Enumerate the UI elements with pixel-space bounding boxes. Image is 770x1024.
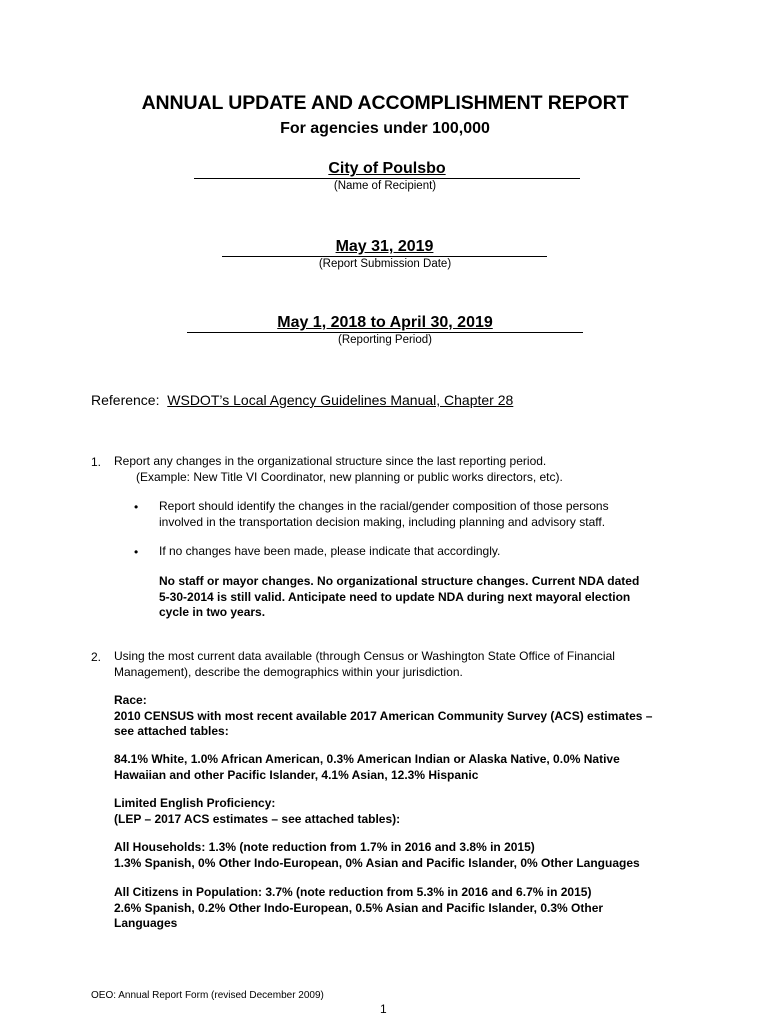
recipient-caption: (Name of Recipient) (333, 180, 437, 192)
item-1-line-2: (Example: New Title VI Coordinator, new planning or public works directors, etc). (136, 469, 563, 484)
form-revision-note: OEO: Annual Report Form (revised December 2009) (91, 990, 324, 1001)
households-line-1: All Households: 1.3% (note reduction from 1.7% in 2016 and 3.8% in 2015) (114, 840, 535, 854)
submission-date-value: May 31, 2019 (335, 238, 434, 255)
reporting-period-value: May 1, 2018 to April 30, 2019 (277, 314, 493, 331)
report-subtitle: For agencies under 100,000 (280, 120, 490, 137)
reporting-period-caption: (Reporting Period) (338, 334, 432, 346)
race-line-2: see attached tables: (114, 724, 229, 738)
bullet-1-line-1: Report should identify the changes in the racial/gender composition of those persons (159, 499, 609, 513)
item-2-text (114, 649, 615, 680)
item-1-answer (159, 574, 639, 621)
submission-date-field (222, 238, 547, 257)
race-data-line-1: 84.1% White, 1.0% African American, 0.3% American Indian or Alaska Native, 0.0% Native (114, 752, 620, 766)
recipient-field (194, 160, 580, 179)
citizens-line-2: 2.6% Spanish, 0.2% Other Indo-European, 0.5% Asian and Pacific Islander, 0.3% Other (114, 900, 604, 915)
submission-date-caption: (Report Submission Date) (318, 258, 452, 270)
bullet-1-line-2: involved in the transportation decision making, including planning and advisory staff. (159, 514, 606, 529)
item-1-line-1: Report any changes in the organizational structure since the last reporting period. (114, 454, 547, 468)
race-heading: Race: (114, 693, 147, 707)
reference-line (91, 392, 513, 408)
race-data-line-2: Hawaiian and other Pacific Islander, 4.1% Asian, 12.3% Hispanic (114, 767, 479, 782)
lep-heading: Limited English Proficiency: (114, 796, 276, 810)
reporting-period-field (187, 314, 583, 333)
report-title: ANNUAL UPDATE AND ACCOMPLISHMENT REPORT (141, 92, 629, 114)
recipient-value: City of Poulsbo (328, 160, 446, 177)
item-1-answer-line-3: cycle in two years. (159, 605, 266, 619)
households-section (114, 840, 640, 871)
bullet-1-text (159, 499, 609, 530)
race-data (114, 752, 620, 783)
item-1-answer-line-2: 5-30-2014 is still valid. Anticipate need to update NDA during next mayoral election (159, 589, 631, 604)
citizens-line-1: All Citizens in Population: 3.7% (note reduction from 5.3% in 2016 and 6.7% in 2015) (114, 885, 592, 899)
item-2-number: 2. (91, 650, 102, 664)
item-1-text (114, 454, 563, 485)
item-2-line-1: Using the most current data available (through Census or Washington State Office of Financial (114, 649, 615, 663)
citizens-section (114, 885, 603, 932)
reference-label: Reference: (91, 392, 160, 408)
citizens-line-3: Languages (114, 916, 178, 930)
lep-section (114, 796, 400, 827)
bullet-2-marker: • (134, 545, 139, 559)
item-2-line-2: Management), describe the demographics within your jurisdiction. (114, 664, 463, 679)
race-section (114, 693, 652, 740)
bullet-1-marker: • (134, 500, 139, 514)
bullet-2-text: If no changes have been made, please indicate that accordingly. (159, 544, 501, 558)
item-1-answer-line-1: No staff or mayor changes. No organizational structure changes. Current NDA dated (159, 574, 640, 588)
item-1-number: 1. (91, 455, 102, 469)
page-number: 1 (380, 1002, 387, 1016)
reference-link[interactable]: WSDOT’s Local Agency Guidelines Manual, Chapter 28 (167, 392, 514, 408)
race-line-1: 2010 CENSUS with most recent available 2017 American Community Survey (ACS) estimates – (114, 708, 653, 723)
lep-line: (LEP – 2017 ACS estimates – see attached tables): (114, 811, 401, 826)
households-line-2: 1.3% Spanish, 0% Other Indo-European, 0% Asian and Pacific Islander, 0% Other Languages (114, 855, 640, 870)
